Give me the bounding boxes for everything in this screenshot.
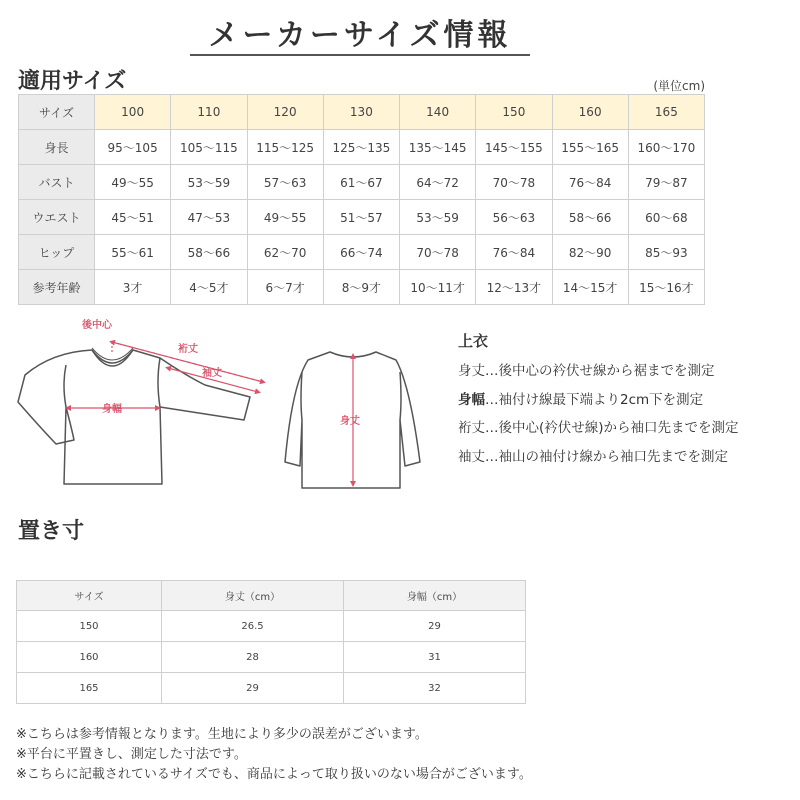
table-cell: 49～55 [95, 165, 171, 200]
table-cell: 28 [162, 642, 344, 673]
table-cell: 60～68 [628, 200, 704, 235]
table-cell: 85～93 [628, 235, 704, 270]
table-cell: 53～59 [171, 165, 247, 200]
size-col: 120 [247, 95, 323, 130]
label-back-center: 後中心 [82, 320, 112, 331]
oki-section-heading: 置き寸 [18, 519, 85, 544]
size-table [18, 94, 705, 305]
table-cell: 135～145 [400, 130, 476, 165]
unit-label: (単位cm) [653, 79, 705, 93]
table-cell: 70～78 [400, 235, 476, 270]
table-cell: 58～66 [171, 235, 247, 270]
front-measure-lines [68, 342, 263, 408]
table-cell: 57～63 [247, 165, 323, 200]
note-line: ※平台に平置きし、測定した寸法です。 [16, 747, 247, 762]
table-cell: 4～5才 [171, 270, 247, 305]
title-underline [190, 54, 530, 56]
table-cell: 58～66 [552, 200, 628, 235]
table-cell: 62～70 [247, 235, 323, 270]
size-header-label: サイズ [19, 95, 95, 130]
table-cell: 160 [17, 642, 162, 673]
table-cell: 29 [344, 611, 526, 642]
measurement-desc: …袖山の袖付け線から袖口先までを測定 [485, 448, 728, 465]
measurement-heading: 上衣 [458, 332, 489, 350]
table-cell: 10～11才 [400, 270, 476, 305]
note-line: ※こちらは参考情報となります。生地により多少の誤差がございます。 [16, 727, 428, 742]
table-cell: 105～115 [171, 130, 247, 165]
row-label: 参考年齢 [19, 270, 95, 305]
table-cell: 64～72 [400, 165, 476, 200]
table-cell: 61～67 [323, 165, 399, 200]
measurement-desc: …後中心(衿伏せ線)から袖口先までを測定 [485, 420, 739, 436]
measurement-term: 身幅 [458, 391, 485, 408]
table-row [19, 165, 705, 200]
label-mitake: 身丈 [340, 416, 360, 427]
size-section-heading: 適用サイズ [18, 69, 127, 94]
oki-header: サイズ [17, 581, 162, 611]
measurement-desc: …後中心の衿伏せ線から裾までを測定 [485, 363, 715, 379]
measurement-item [458, 443, 788, 472]
size-col: 160 [552, 95, 628, 130]
table-cell: 76～84 [476, 235, 552, 270]
measurement-term: 裄丈 [458, 420, 485, 436]
table-row [19, 235, 705, 270]
table-row [19, 130, 705, 165]
table-cell: 145～155 [476, 130, 552, 165]
oki-header: 身幅（cm） [344, 581, 526, 611]
measurement-legend [458, 330, 788, 471]
table-cell: 115～125 [247, 130, 323, 165]
table-cell: 47～53 [171, 200, 247, 235]
measurement-term: 身丈 [458, 363, 485, 379]
page-title: メーカーサイズ情報 [208, 18, 512, 53]
notes [16, 725, 532, 785]
row-label: ウエスト [19, 200, 95, 235]
table-cell: 45～51 [95, 200, 171, 235]
measurement-desc: …袖付け線最下端より2cm下を測定 [485, 391, 704, 408]
row-label: ヒップ [19, 235, 95, 270]
table-cell: 56～63 [476, 200, 552, 235]
table-cell: 79～87 [628, 165, 704, 200]
measurement-item [458, 414, 788, 443]
table-row [19, 200, 705, 235]
table-cell: 160～170 [628, 130, 704, 165]
measurement-item [458, 357, 788, 386]
size-header-row [19, 95, 705, 130]
table-cell: 82～90 [552, 235, 628, 270]
label-yuki: 裄丈 [178, 344, 198, 355]
size-col: 110 [171, 95, 247, 130]
oki-table [16, 580, 526, 704]
oki-header-row [17, 581, 526, 611]
table-cell: 15～16才 [628, 270, 704, 305]
table-cell: 26.5 [162, 611, 344, 642]
table-cell: 95～105 [95, 130, 171, 165]
table-row [17, 673, 526, 704]
table-cell: 165 [17, 673, 162, 704]
size-col: 150 [476, 95, 552, 130]
table-cell: 32 [344, 673, 526, 704]
label-mihaba: 身幅 [102, 404, 122, 415]
table-cell: 31 [344, 642, 526, 673]
table-cell: 49～55 [247, 200, 323, 235]
garment-diagram [0, 300, 450, 500]
note-line: ※こちらに記載されているサイズでも、商品によって取り扱いのない場合がございます。 [16, 767, 532, 782]
table-cell: 125～135 [323, 130, 399, 165]
table-row [17, 611, 526, 642]
table-cell: 8～9才 [323, 270, 399, 305]
table-cell: 3才 [95, 270, 171, 305]
table-cell: 76～84 [552, 165, 628, 200]
row-label: バスト [19, 165, 95, 200]
table-cell: 70～78 [476, 165, 552, 200]
measurement-item [458, 386, 788, 415]
measurement-term: 袖丈 [458, 448, 485, 465]
table-cell: 6～7才 [247, 270, 323, 305]
size-col: 130 [323, 95, 399, 130]
table-row [17, 642, 526, 673]
size-col: 165 [628, 95, 704, 130]
table-cell: 55～61 [95, 235, 171, 270]
oki-header: 身丈（cm） [162, 581, 344, 611]
label-sodetake: 袖丈 [202, 368, 222, 379]
row-label: 身長 [19, 130, 95, 165]
table-cell: 155～165 [552, 130, 628, 165]
table-cell: 66～74 [323, 235, 399, 270]
table-cell: 51～57 [323, 200, 399, 235]
table-cell: 29 [162, 673, 344, 704]
size-col: 140 [400, 95, 476, 130]
table-cell: 14～15才 [552, 270, 628, 305]
table-cell: 150 [17, 611, 162, 642]
table-cell: 53～59 [400, 200, 476, 235]
size-col: 100 [95, 95, 171, 130]
table-cell: 12～13才 [476, 270, 552, 305]
